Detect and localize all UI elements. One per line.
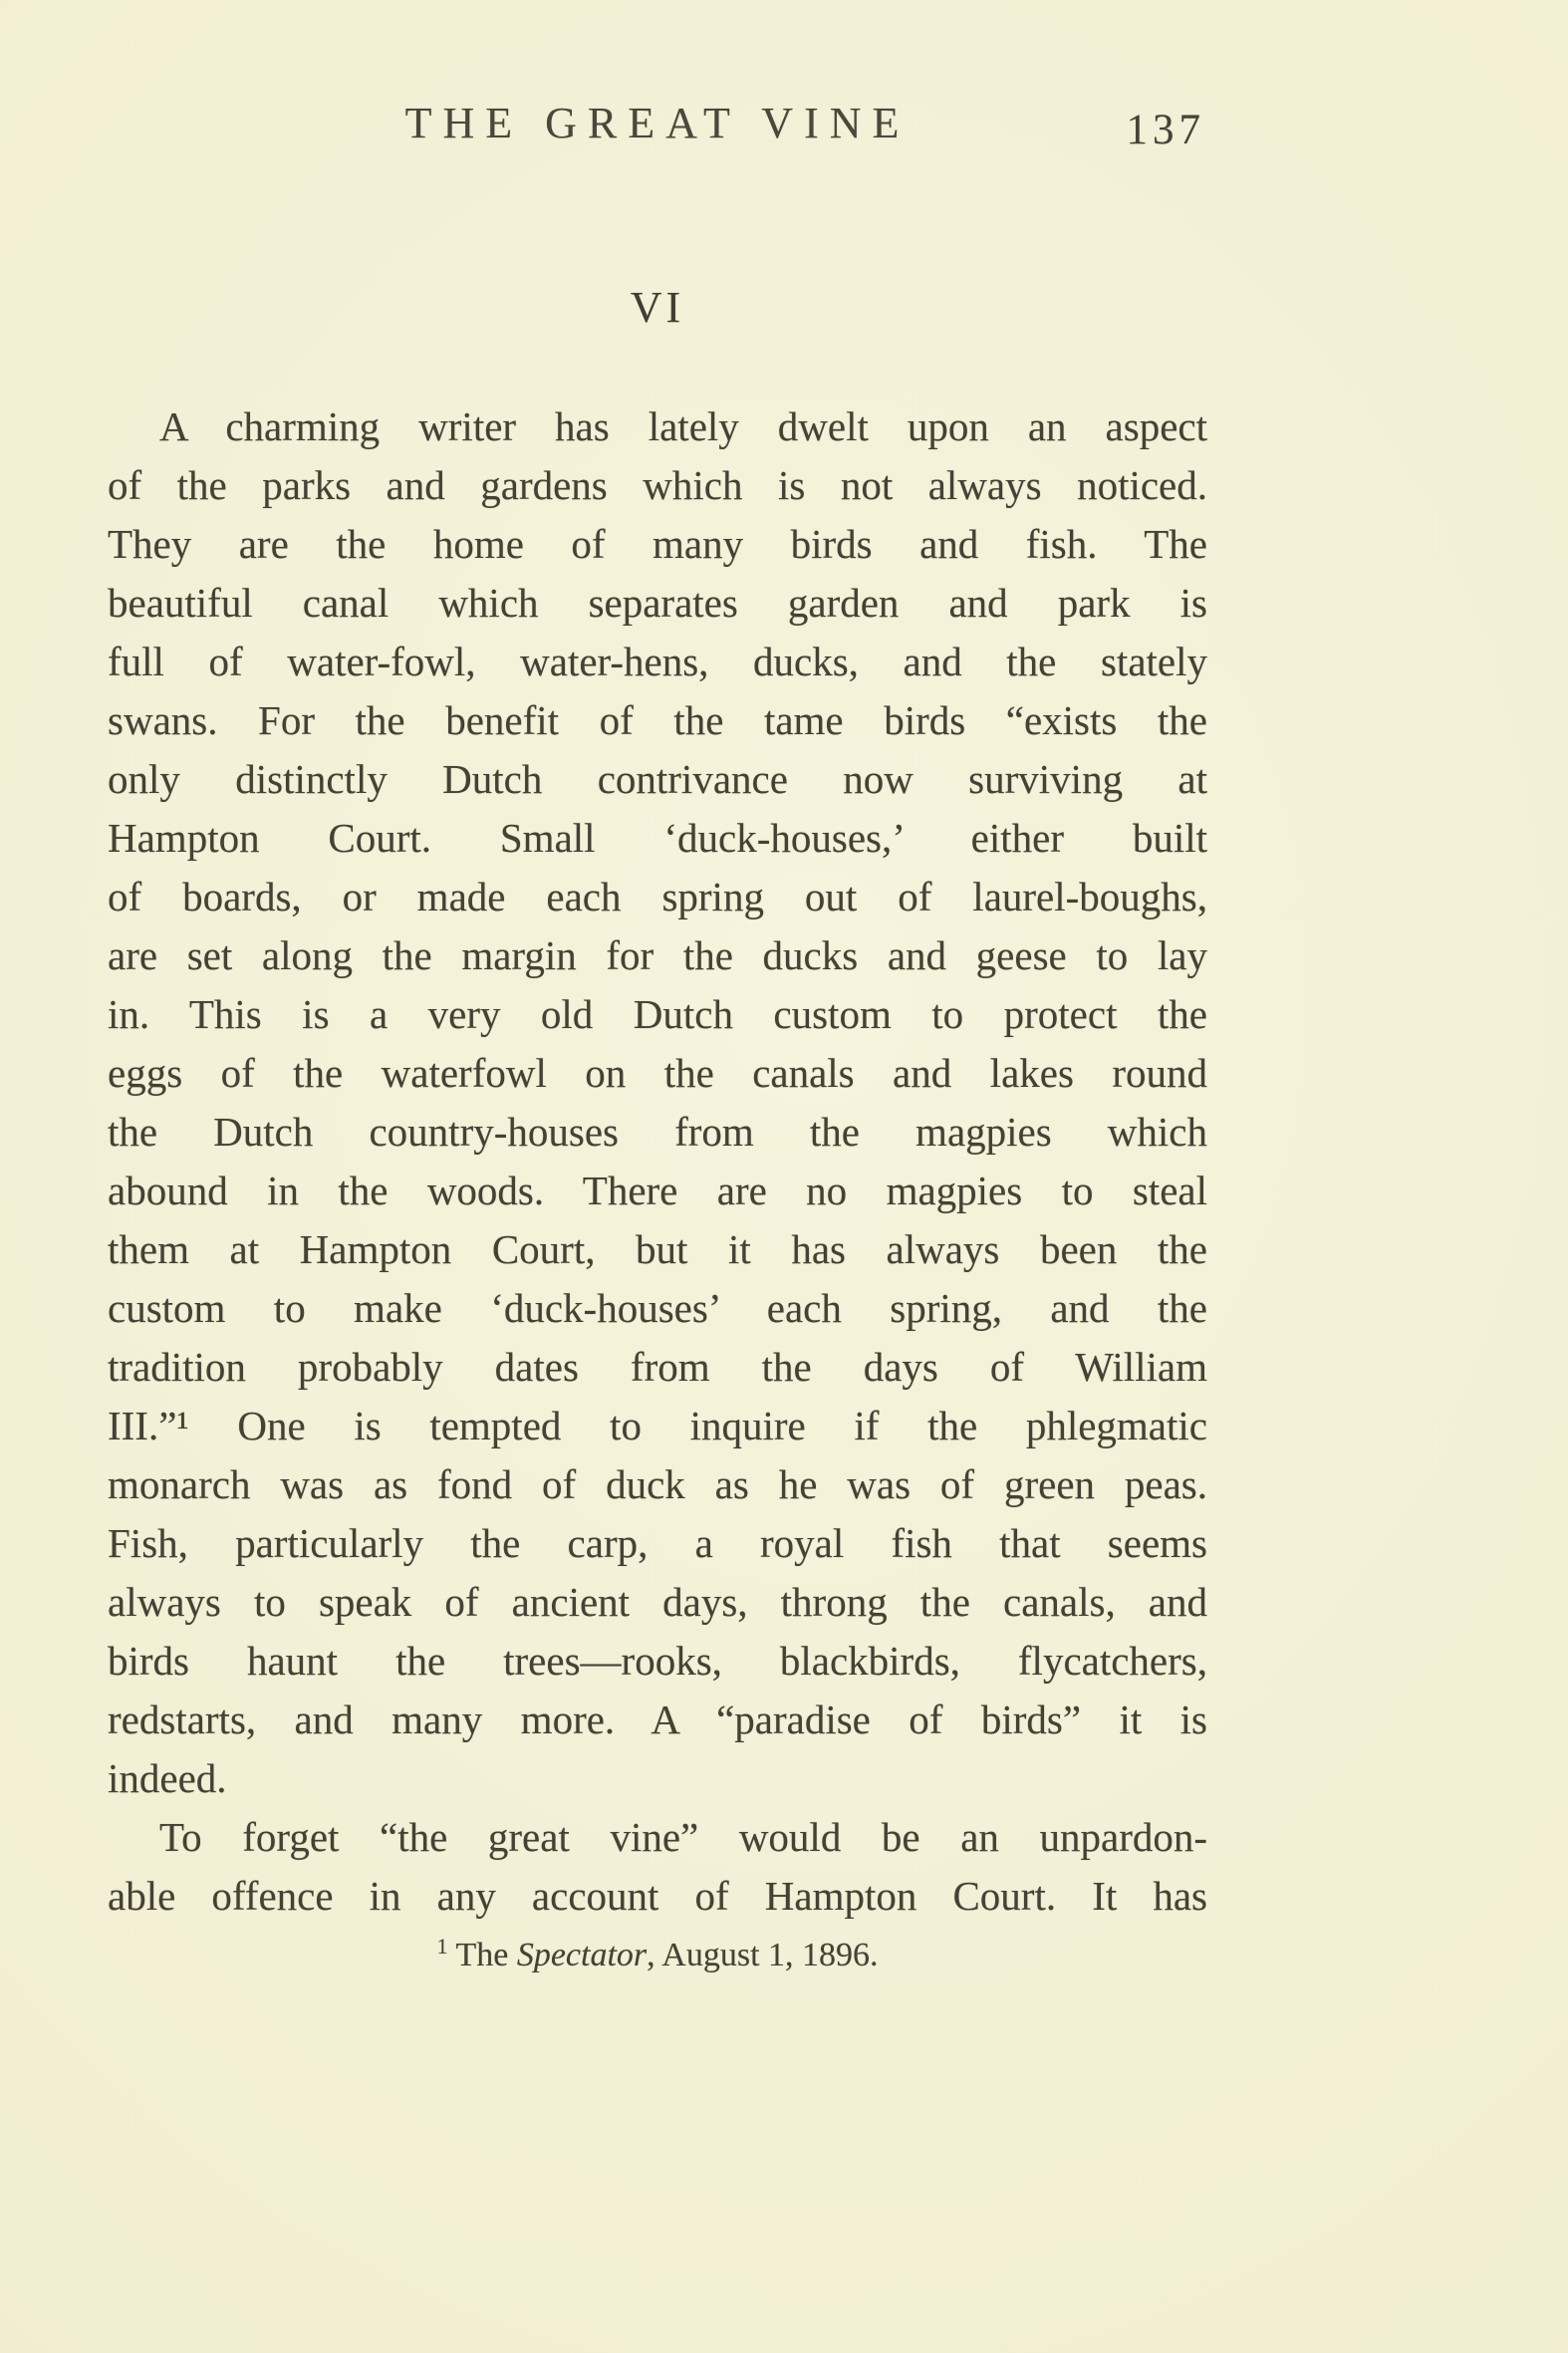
- text-line: A charming writer has lately dwelt upon an aspect: [159, 403, 1207, 449]
- running-head-title: THE GREAT VINE: [404, 99, 911, 147]
- text-line: Hampton Court. Small ‘duck-houses,’ either built: [108, 815, 1207, 861]
- footnote-marker: 1: [436, 1933, 448, 1959]
- text-line: swans. For the benefit of the tame birds “exists the: [108, 697, 1207, 743]
- text-line: in. This is a very old Dutch custom to protect the: [108, 991, 1207, 1037]
- text-line: of boards, or made each spring out of laurel-boughs,: [108, 874, 1207, 919]
- page-number: 137: [1126, 107, 1205, 153]
- text-line: able offence in any account of Hampton Court. It has: [108, 1873, 1207, 1919]
- text-line: Fish, particularly the carp, a royal fish that seems: [108, 1520, 1207, 1566]
- text-line: always to speak of ancient days, throng the canals, and: [108, 1579, 1207, 1625]
- footnote-text-after: , August 1, 1896.: [647, 1937, 879, 1973]
- footnote-italic-title: Spectator: [516, 1937, 648, 1973]
- footnote-text-before: The: [455, 1937, 517, 1973]
- text-line: are set along the margin for the ducks and geese to lay: [108, 932, 1207, 978]
- text-line: of the parks and gardens which is not always noticed.: [108, 462, 1207, 508]
- text-line: only distinctly Dutch contrivance now surviving at: [108, 756, 1207, 802]
- text-line: monarch was as fond of duck as he was of green peas.: [108, 1461, 1207, 1507]
- text-line: redstarts, and many more. A “paradise of birds” it is: [108, 1697, 1207, 1742]
- text-line: birds haunt the trees—rooks, blackbirds, flycatchers,: [108, 1638, 1207, 1684]
- text-line: III.”¹ One is tempted to inquire if the phlegmatic: [108, 1403, 1207, 1448]
- text-line: indeed.: [108, 1755, 227, 1801]
- page-header: [108, 98, 1207, 167]
- text-line: They are the home of many birds and fish. The: [108, 521, 1207, 567]
- section-heading: VI: [630, 283, 685, 332]
- text-line: abound in the woods. There are no magpies to steal: [108, 1168, 1207, 1213]
- body-text: [108, 397, 1207, 1926]
- text-line: To forget “the great vine” would be an unpardon-: [159, 1814, 1207, 1860]
- text-line: custom to make ‘duck-houses’ each spring, and the: [108, 1285, 1207, 1331]
- text-line: eggs of the waterfowl on the canals and lakes round: [108, 1050, 1207, 1096]
- text-line: beautiful canal which separates garden and park is: [108, 580, 1207, 626]
- text-line: full of water-fowl, water-hens, ducks, and the stately: [108, 639, 1207, 684]
- text-line: tradition probably dates from the days of William: [108, 1344, 1207, 1390]
- text-line: the Dutch country-houses from the magpies which: [108, 1109, 1207, 1155]
- footnote: [108, 1933, 1207, 1974]
- text-line: them at Hampton Court, but it has always been the: [108, 1226, 1207, 1272]
